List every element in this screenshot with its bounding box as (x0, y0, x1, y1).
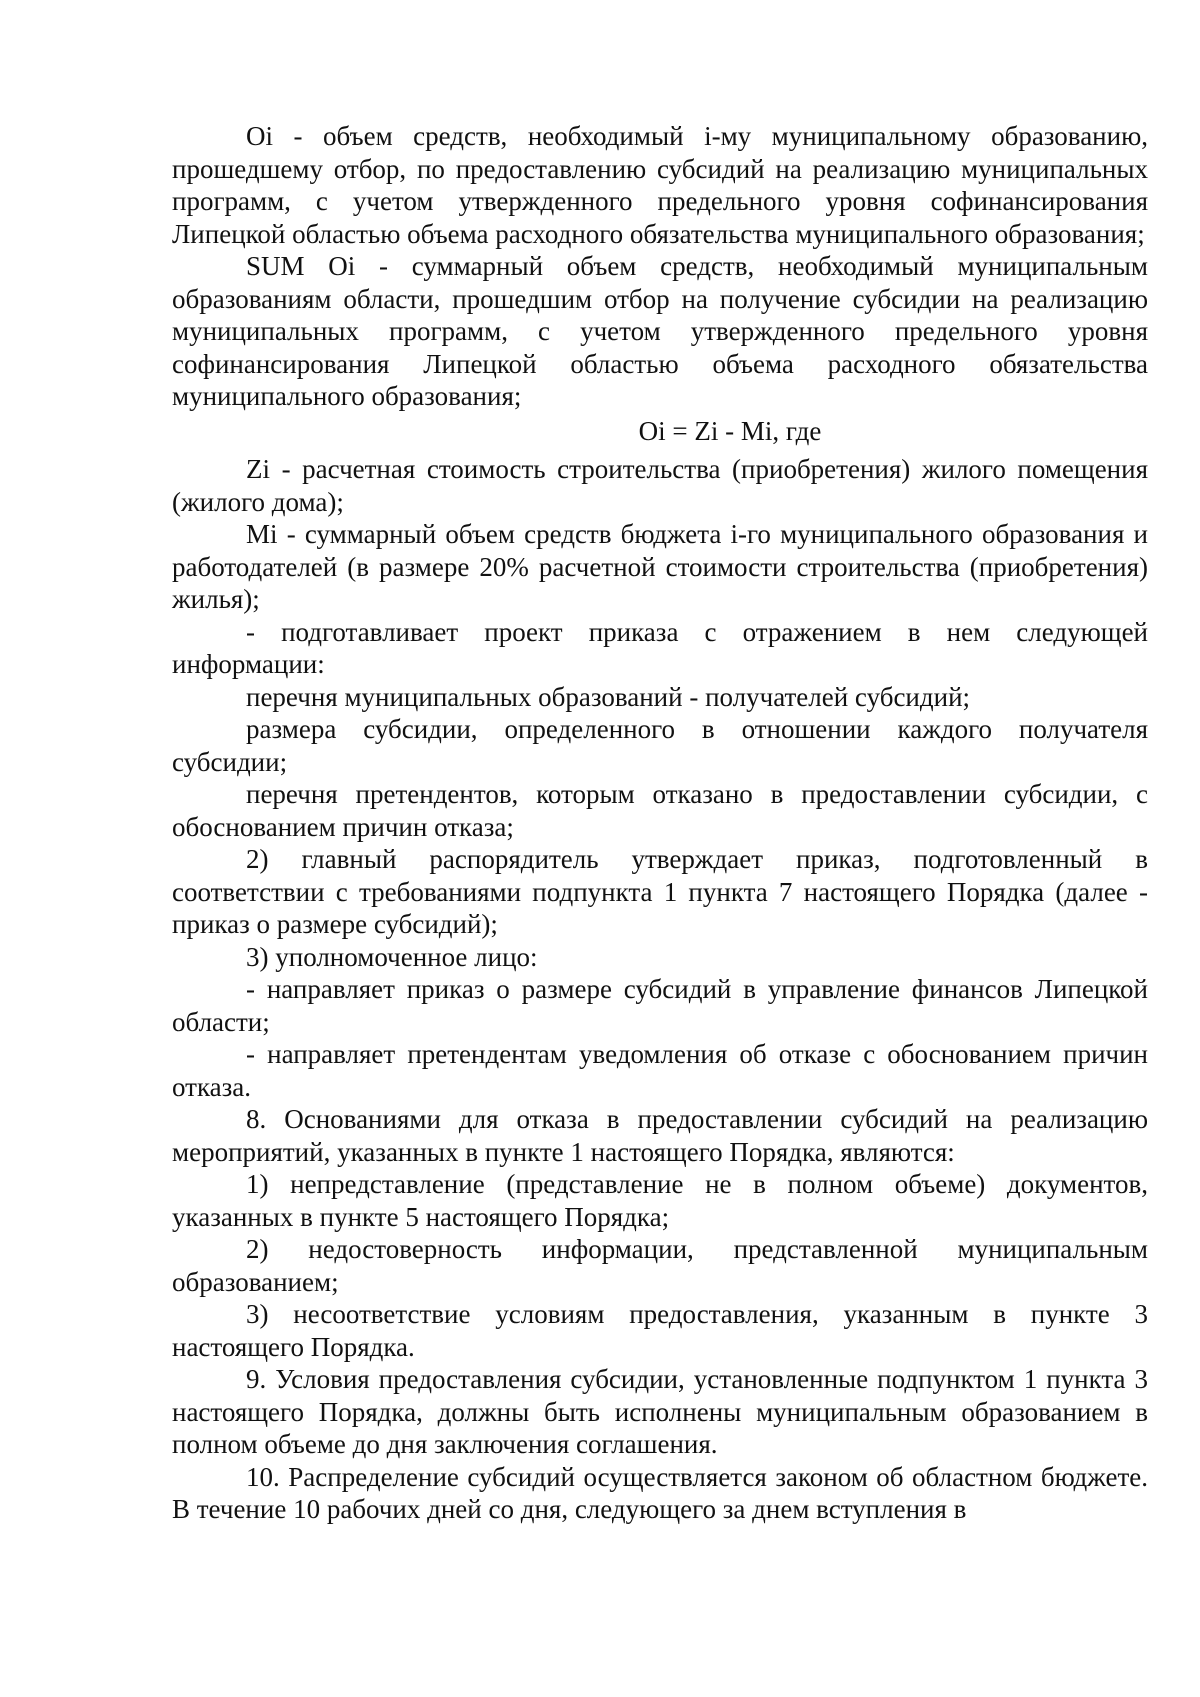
paragraph-rejected-list: перечня претендентов, которым отказано в предоставлении субсидии, с обоснованием причин отказа; (172, 779, 1148, 842)
paragraph-order-draft: - подготавливает проект приказа с отражением в нем следующей информации: (172, 616, 1148, 679)
paragraph-send-order: - направляет приказ о размере субсидий в управление финансов Липецкой области; (172, 974, 1148, 1037)
paragraph-list-municipalities: перечня муниципальных образований - получателей субсидий; (246, 681, 971, 712)
paragraph-oi-definition: Oi - объем средств, необходимый i-му муниципальному образованию, прошедшему отбор, по предоставлению субсидий на реализацию муниципальных программ, с учетом утвержденного предельного уровня софинансирования Липецкой областью объема расходного обязательства муниципального образования; (172, 121, 1148, 249)
paragraph-send-notices: - направляет претендентам уведомления об отказе с обоснованием причин отказа. (172, 1039, 1148, 1102)
paragraph-section-8: 8. Основаниями для отказа в предоставлении субсидий на реализацию мероприятий, указанных в пункте 1 настоящего Порядка, являются: (172, 1104, 1148, 1167)
paragraph-section-8-item-3: 3) несоответствие условиям предоставления, указанным в пункте 3 настоящего Порядка. (172, 1299, 1148, 1362)
paragraph-subsidy-size: размера субсидии, определенного в отношении каждого получателя субсидии; (172, 714, 1148, 777)
paragraph-sum-oi-definition: SUM Oi - суммарный объем средств, необходимый муниципальным образованиям области, прошедшим отбор на получение субсидии на реализацию муниципальных программ, с учетом утвержденного предельного уровня софинансирования Липецкой областью объема расходного обязательства муниципального образования; (172, 251, 1148, 411)
paragraph-zi-definition: Zi - расчетная стоимость строительства (приобретения) жилого помещения (жилого дома); (172, 454, 1148, 517)
paragraph-section-8-item-1: 1) непредставление (представление не в полном объеме) документов, указанных в пункте 5 настоящего Порядка; (172, 1169, 1148, 1232)
paragraph-section-9: 9. Условия предоставления субсидии, установленные подпунктом 1 пункта 3 настоящего Порядка, должны быть исполнены муниципальным образованием в полном объеме до дня заключения соглашения. (172, 1364, 1148, 1459)
paragraph-mi-definition: Mi - суммарный объем средств бюджета i-го муниципального образования и работодателей (в размере 20% расчетной стоимости строительства (приобретения) жилья); (172, 519, 1148, 614)
document-body (172, 120, 1148, 1526)
paragraph-item-3-authorized: 3) уполномоченное лицо: (246, 941, 538, 972)
formula-oi: Oi = Zi - Mi, где (638, 415, 822, 446)
paragraph-section-8-item-2: 2) недостоверность информации, представленной муниципальным образованием; (172, 1234, 1148, 1297)
paragraph-section-10: 10. Распределение субсидий осуществляется законом об областном бюджете. В течение 10 рабочих дней со дня, следующего за днем вступления в (172, 1461, 1148, 1524)
paragraph-item-2-approval: 2) главный распорядитель утверждает приказ, подготовленный в соответствии с требованиями подпункта 1 пункта 7 настоящего Порядка (далее - приказ о размере субсидий); (172, 844, 1148, 939)
